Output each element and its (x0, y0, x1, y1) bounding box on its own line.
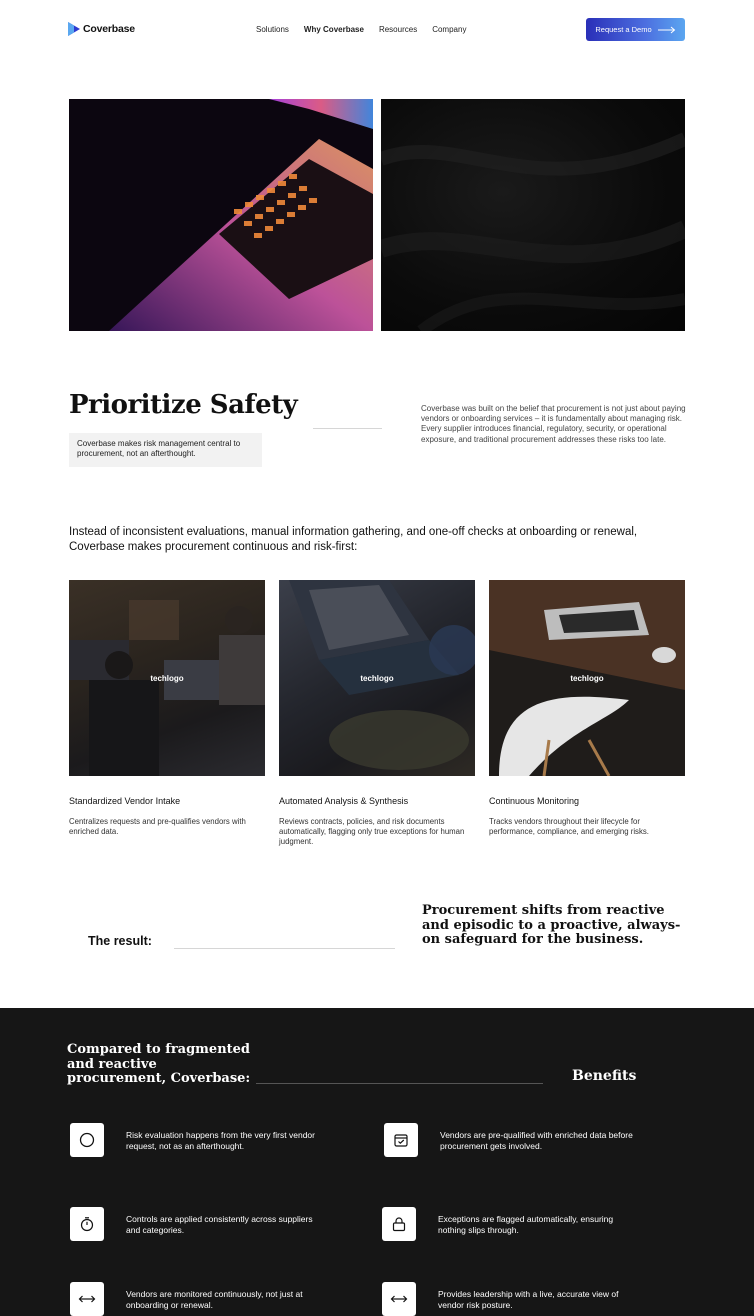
site-header (0, 0, 754, 60)
calendar-check-icon (384, 1123, 418, 1157)
arrows-horizontal-icon (382, 1282, 416, 1316)
benefit-text: Risk evaluation happens from the very first vendor request, not as an afterthought. (126, 1130, 315, 1151)
nav-resources[interactable]: Resources (378, 25, 418, 34)
circle-icon (70, 1123, 104, 1157)
benefit-item (384, 1123, 640, 1157)
compare-title: Compared to fragmented and reactive procurement, Coverbase: (67, 1042, 251, 1086)
nav-solutions[interactable]: Solutions (256, 25, 289, 34)
card-description: Tracks vendors throughout their lifecycle for performance, compliance, and emerging risks. (489, 817, 649, 836)
stopwatch-icon (70, 1207, 104, 1241)
benefit-item (382, 1282, 638, 1316)
logo-mark-icon (68, 22, 80, 36)
benefits-label: Benefits (572, 1068, 637, 1084)
card-overlay-label: techlogo (360, 674, 394, 683)
feature-card (489, 580, 685, 836)
card-title: Continuous Monitoring (489, 796, 580, 806)
feature-card (69, 580, 265, 836)
highlight-note: Coverbase makes risk management central to procurement, not an afterthought. (69, 433, 262, 467)
benefit-text: Vendors are pre-qualified with enriched data before procurement gets involved. (440, 1130, 633, 1151)
feature-card (279, 580, 475, 846)
laptop-hands-image (279, 580, 475, 776)
card-overlay-label: techlogo (570, 674, 604, 683)
request-demo-button[interactable] (586, 18, 685, 41)
section-description: Coverbase was built on the belief that procurement is not just about paying vendors or onboarding services – it is fundamentally about managing risk. Every supplier introduces financial, regulatory, security, or operational exposure, and traditional procurement addresses these risks too late. (421, 404, 686, 444)
main-nav (256, 25, 481, 34)
card-overlay-label: techlogo (150, 674, 184, 683)
divider (256, 1083, 543, 1084)
benefit-text: Controls are applied consistently across suppliers and categories. (126, 1214, 313, 1235)
logo[interactable] (68, 22, 135, 36)
divider (313, 428, 382, 429)
arrows-horizontal-icon (70, 1282, 104, 1316)
card-title: Automated Analysis & Synthesis (279, 796, 409, 806)
team-working-image (69, 580, 265, 776)
benefit-item (70, 1207, 326, 1241)
result-text: Procurement shifts from reactive and episodic to a proactive, always-on safeguard for the business. (422, 903, 681, 947)
laptop-keyboard-image (69, 99, 373, 331)
nav-company[interactable]: Company (432, 25, 467, 34)
benefit-text: Provides leadership with a live, accurate view of vendor risk posture. (438, 1289, 619, 1310)
section-title: Prioritize Safety (69, 390, 298, 420)
result-label: The result: (88, 934, 152, 948)
request-demo-label: Request a Demo (595, 25, 652, 34)
card-description: Centralizes requests and pre-qualifies vendors with enriched data. (69, 817, 246, 836)
benefit-item (382, 1207, 638, 1241)
divider (174, 948, 395, 949)
arrow-right-icon (658, 26, 676, 34)
benefit-item (70, 1282, 326, 1316)
intro-text: Instead of inconsistent evaluations, manual information gathering, and one-off checks at onboarding or renewal, Coverbase makes procurement continuous and risk-first: (69, 526, 638, 553)
card-description: Reviews contracts, policies, and risk documents automatically, flagging only true exceptions for human judgment. (279, 817, 465, 846)
nav-why-coverbase[interactable]: Why Coverbase (303, 25, 364, 34)
black-fabric-image (381, 99, 685, 331)
benefit-text: Vendors are monitored continuously, not just at onboarding or renewal. (126, 1289, 303, 1310)
benefits-section (0, 1008, 754, 1316)
benefit-text: Exceptions are flagged automatically, ensuring nothing slips through. (438, 1214, 614, 1235)
logo-text: Coverbase (83, 23, 135, 35)
lock-icon (382, 1207, 416, 1241)
card-title: Standardized Vendor Intake (69, 796, 181, 806)
benefit-item (70, 1123, 326, 1157)
desk-laptop-chair-image (489, 580, 685, 776)
